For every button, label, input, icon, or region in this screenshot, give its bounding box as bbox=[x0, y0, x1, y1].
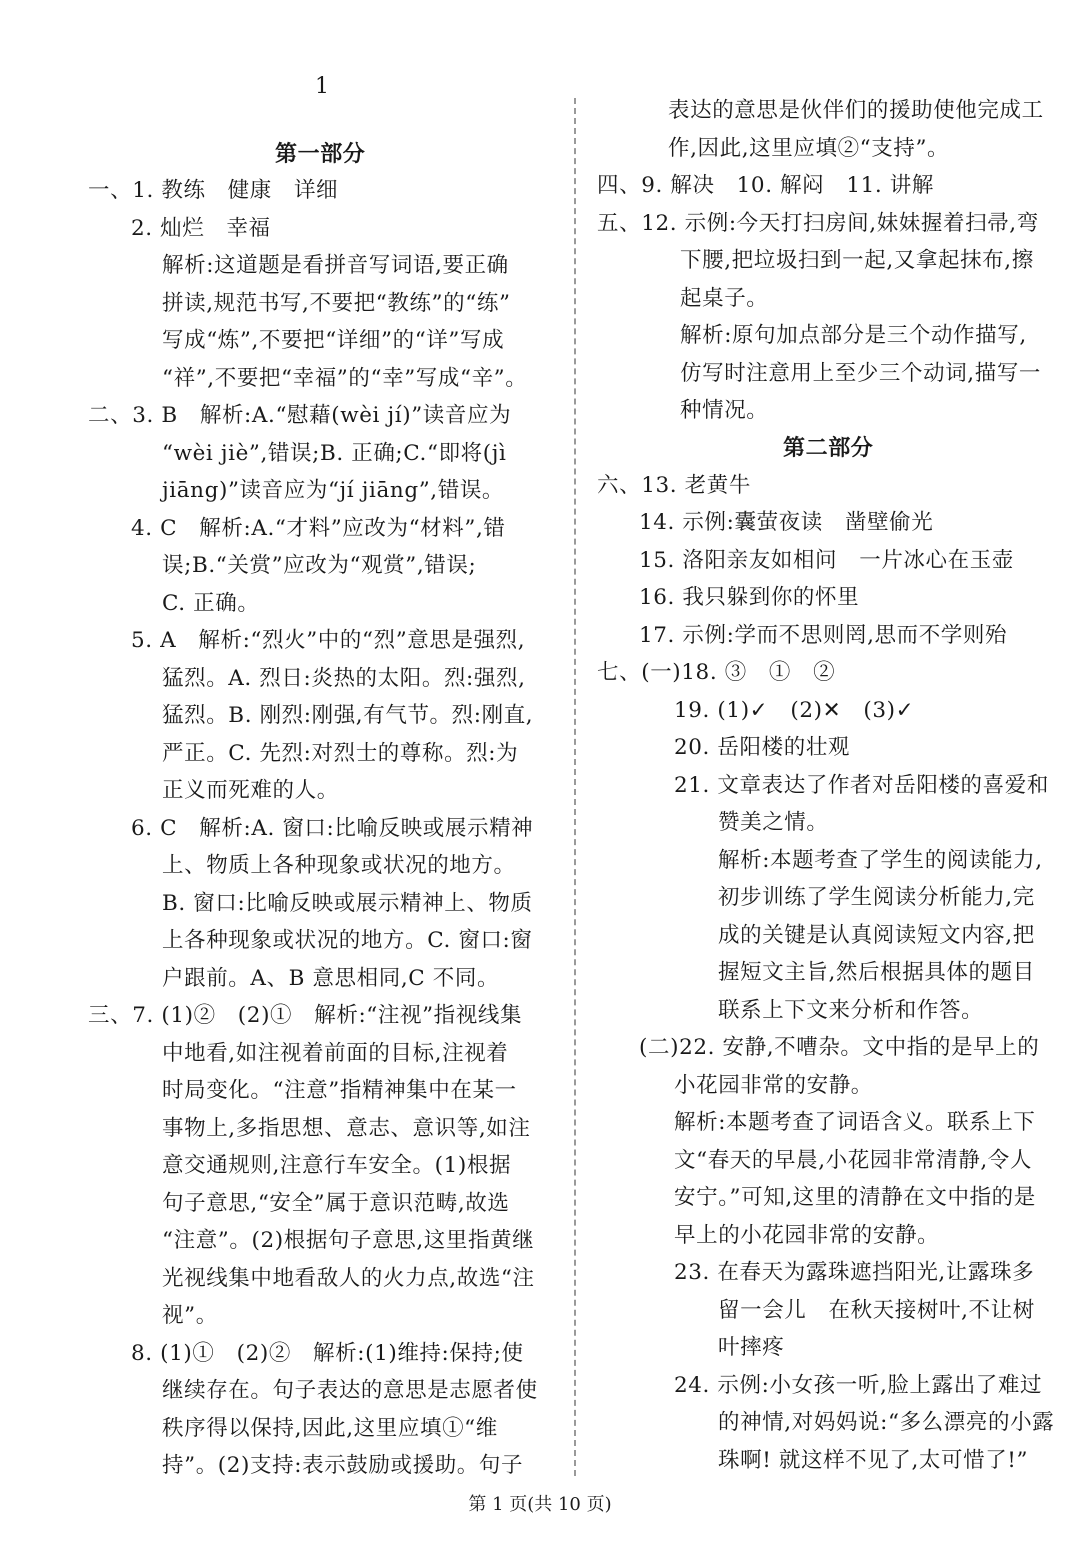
explanation-line: 句子意思,“安全”属于意识范畴,故选 bbox=[162, 1191, 510, 1216]
explanation-line: B. 窗口:比喻反映或展示精神上、物质 bbox=[162, 891, 533, 916]
answer-line: 五、12. 示例:今天打扫房间,妹妹握着扫帚,弯 bbox=[597, 211, 1039, 236]
answer-line: 一、1. 教练 健康 详细 bbox=[88, 178, 339, 203]
explanation-line: 握短文主旨,然后根据具体的题目 bbox=[718, 960, 1035, 985]
answer-line: 叶摔疼 bbox=[718, 1335, 785, 1360]
explanation-line: 文“春天的早晨,小花园非常清静,令人 bbox=[674, 1148, 1032, 1173]
answer-line: 21. 文章表达了作者对岳阳楼的喜爱和 bbox=[674, 773, 1049, 798]
explanation-line: jiāng)”读音应为“jí jiāng”,错误。 bbox=[162, 478, 505, 503]
explanation-line: 解析:原句加点部分是三个动作描写, bbox=[680, 323, 1027, 348]
explanation-line: 意交通规则,注意行车安全。(1)根据 bbox=[162, 1153, 512, 1178]
explanation-line: 初步训练了学生阅读分析能力,完 bbox=[718, 885, 1035, 910]
answer-line: 20. 岳阳楼的壮观 bbox=[674, 735, 851, 760]
answer-line: 二、3. B 解析:A.“慰藉(wèi jí)”读音应为 bbox=[88, 403, 512, 428]
answer-line: 4. C 解析:A.“才料”应改为“材料”,错 bbox=[131, 516, 506, 541]
answer-line: 三、7. (1)② (2)① 解析:“注视”指视线集 bbox=[88, 1003, 523, 1028]
page-footer: 第 1 页(共 10 页) bbox=[468, 1494, 612, 1515]
answer-line: 17. 示例:学而不思则罔,思而不学则殆 bbox=[639, 623, 1008, 648]
explanation-line: 持”。(2)支持:表示鼓励或援助。句子 bbox=[162, 1453, 524, 1478]
explanation-line: 解析:本题考查了词语含义。联系上下 bbox=[674, 1110, 1036, 1135]
answer-line: 赞美之情。 bbox=[718, 810, 829, 835]
explanation-line: “wèi jiè”,错误;B. 正确;C.“即将(jì bbox=[162, 441, 507, 466]
explanation-line: 早上的小花园非常的安静。 bbox=[674, 1223, 940, 1248]
explanation-line: 种情况。 bbox=[680, 398, 769, 423]
explanation-line: 作,因此,这里应填②“支持”。 bbox=[668, 136, 950, 161]
explanation-line: 正义而死难的人。 bbox=[162, 778, 339, 803]
answer-line: 8. (1)① (2)② 解析:(1)维持:保持;使 bbox=[131, 1341, 524, 1366]
answer-line: 5. A 解析:“烈火”中的“烈”意思是强烈, bbox=[131, 628, 526, 653]
section-number: 1 bbox=[315, 74, 329, 99]
answer-line: 的神情,对妈妈说:“多么漂亮的小露 bbox=[718, 1410, 1055, 1435]
answer-line: 六、13. 老黄牛 bbox=[597, 473, 751, 498]
explanation-line: 户跟前。A、B 意思相同,C 不同。 bbox=[162, 966, 500, 991]
answer-line: 四、9. 解决 10. 解闷 11. 讲解 bbox=[597, 173, 935, 198]
explanation-line: 猛烈。B. 刚烈:刚强,有气节。烈:刚直, bbox=[162, 703, 534, 728]
explanation-line: 解析:本题考查了学生的阅读能力, bbox=[718, 848, 1043, 873]
answer-line: 下腰,把垃圾扫到一起,又拿起抹布,擦 bbox=[680, 248, 1034, 273]
explanation-line: 猛烈。A. 烈日:炎热的太阳。烈:强烈, bbox=[162, 666, 526, 691]
answer-line: 24. 示例:小女孩一听,脸上露出了难过 bbox=[674, 1373, 1043, 1398]
explanation-line: 拼读,规范书写,不要把“教练”的“练” bbox=[162, 291, 511, 316]
answer-line: 19. (1)✓ (2)✕ (3)✓ bbox=[674, 698, 915, 723]
explanation-line: 中地看,如注视着前面的目标,注视着 bbox=[162, 1041, 509, 1066]
explanation-line: 秩序得以保持,因此,这里应填①“维 bbox=[162, 1416, 498, 1441]
explanation-line: 严正。C. 先烈:对烈士的尊称。烈:为 bbox=[162, 741, 519, 766]
answer-line: 6. C 解析:A. 窗口:比喻反映或展示精神 bbox=[131, 816, 534, 841]
answer-line: 23. 在春天为露珠遮挡阳光,让露珠多 bbox=[674, 1260, 1035, 1285]
explanation-line: 上、物质上各种现象或状况的地方。 bbox=[162, 853, 516, 878]
explanation-line: 表达的意思是伙伴们的援助使他完成工 bbox=[668, 98, 1044, 123]
answer-line: (二)22. 安静,不嘈杂。文中指的是早上的 bbox=[639, 1035, 1040, 1060]
explanation-line: 安宁。”可知,这里的清静在文中指的是 bbox=[674, 1185, 1036, 1210]
explanation-line: 写成“炼”,不要把“详细”的“详”写成 bbox=[162, 328, 505, 353]
explanation-line: 误;B.“关赏”应改为“观赏”,错误; bbox=[162, 553, 477, 578]
answer-line: 小花园非常的安静。 bbox=[674, 1073, 873, 1098]
explanation-line: 事物上,多指思想、意志、意识等,如注 bbox=[162, 1116, 531, 1141]
answer-line: 14. 示例:囊萤夜读 凿壁偷光 bbox=[639, 510, 934, 535]
explanation-line: 仿写时注意用上至少三个动词,描写一 bbox=[680, 361, 1042, 386]
answer-line: 珠啊! 就这样不见了,太可惜了!” bbox=[718, 1448, 1029, 1473]
explanation-line: 解析:这道题是看拼音写词语,要正确 bbox=[162, 253, 509, 278]
explanation-line: 联系上下文来分析和作答。 bbox=[718, 998, 984, 1023]
explanation-line: “注意”。(2)根据句子意思,这里指黄继 bbox=[162, 1228, 535, 1253]
answer-line: 16. 我只躲到你的怀里 bbox=[639, 585, 860, 610]
answer-line: 2. 灿烂 幸福 bbox=[131, 216, 271, 241]
explanation-line: 视”。 bbox=[162, 1303, 218, 1328]
explanation-line: 光视线集中地看敌人的火力点,故选“注 bbox=[162, 1266, 535, 1291]
answer-line: 起桌子。 bbox=[680, 286, 769, 311]
answer-line: 留一会儿 在秋天接树叶,不让树 bbox=[718, 1298, 1035, 1323]
explanation-line: C. 正确。 bbox=[162, 591, 260, 616]
part-two-heading: 第二部分 bbox=[783, 435, 874, 461]
part-one-heading: 第一部分 bbox=[275, 141, 366, 167]
explanation-line: “祥”,不要把“幸福”的“幸”写成“辛”。 bbox=[162, 366, 528, 391]
explanation-line: 成的关键是认真阅读短文内容,把 bbox=[718, 923, 1035, 948]
explanation-line: 时局变化。“注意”指精神集中在某一 bbox=[162, 1078, 517, 1103]
answer-line: 15. 洛阳亲友如相问 一片冰心在玉壶 bbox=[639, 548, 1014, 573]
explanation-line: 继续存在。句子表达的意思是志愿者使 bbox=[162, 1378, 538, 1403]
answer-line: 七、(一)18. ③ ① ② bbox=[597, 660, 836, 685]
column-divider bbox=[574, 98, 576, 1476]
explanation-line: 上各种现象或状况的地方。C. 窗口:窗 bbox=[162, 928, 533, 953]
